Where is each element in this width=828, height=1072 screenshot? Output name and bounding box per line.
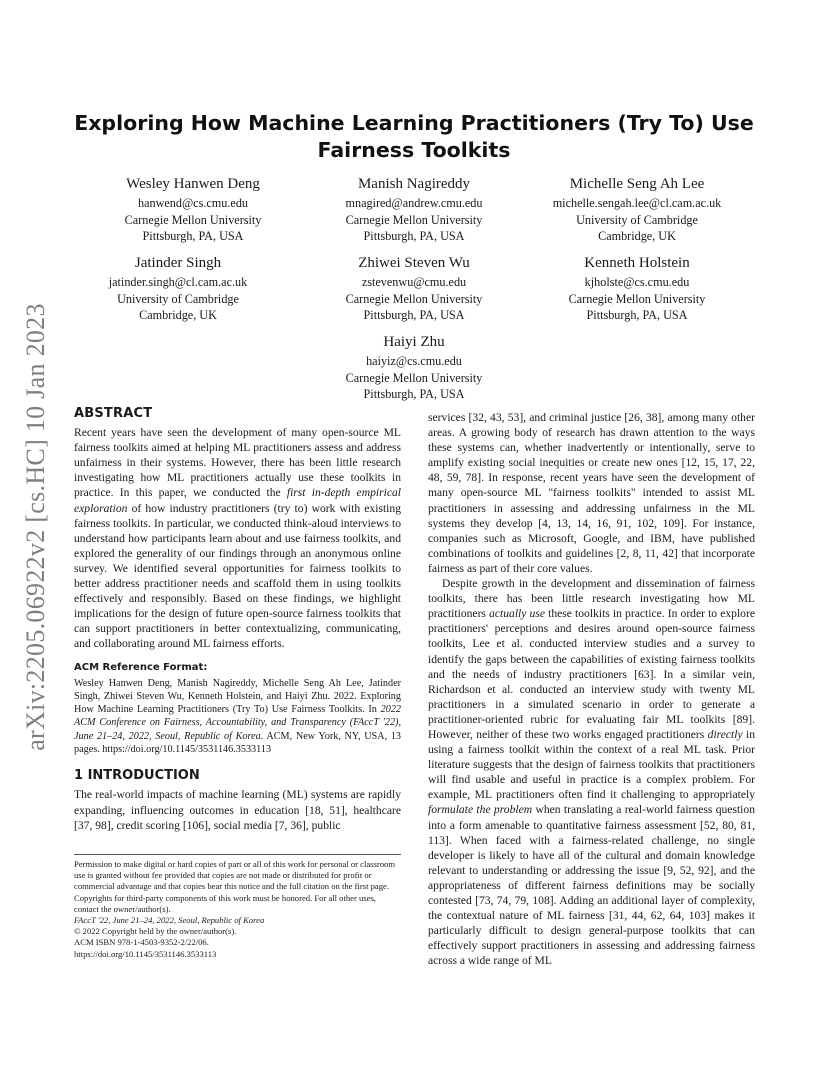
author-name: Manish Nagireddy — [357, 176, 471, 192]
author-email: kjholste@cs.cmu.edu — [584, 275, 690, 289]
author-name: Michelle Seng Ah Lee — [569, 176, 705, 192]
acm-reference-text — [74, 677, 401, 757]
author-affiliation: Carnegie Mellon University — [345, 370, 483, 385]
author-location: Pittsburgh, PA, USA — [142, 229, 244, 243]
author-affiliation: Carnegie Mellon University — [345, 212, 483, 227]
author-location: Pittsburgh, PA, USA — [363, 308, 465, 322]
author-email: mnagired@andrew.cmu.edu — [345, 196, 483, 210]
author-block-4 — [58, 254, 298, 324]
conference-venue: FAccT '22, June 21–24, 2022, Seoul, Republic of Korea — [74, 915, 265, 926]
acm-reference-venue: 2022 ACM Conference on Fairness, Accountability, and Transparency (FAccT '22), June 21–24, 2022, Seoul, Republic of Korea. — [74, 704, 401, 742]
author-location: Pittsburgh, PA, USA — [363, 387, 465, 401]
author-affiliation: Carnegie Mellon University — [124, 212, 262, 227]
author-block-5 — [294, 254, 534, 324]
abstract-text-part: Recent years have seen the development of many open-source ML fairness toolkits aimed at helping ML practitioners assess and address unfairness in their systems. However, there has been little research investigating how ML practitioners actually use these toolkits in practice. In this paper, we conducted the — [74, 426, 401, 500]
author-location: Cambridge, UK — [598, 229, 676, 243]
intro-text-part: in using a fairness toolkit within the context of a real ML task. Prior literature suggests that the design of fairness toolkits that practitioners will find usable and useful in practice is a complex problem. For example, ML practitioners often find it challenging to appropriately — [428, 727, 755, 802]
author-email: michelle.sengah.lee@cl.cam.ac.uk — [552, 196, 722, 210]
intro-text-part: these toolkits in practice. In order to explore practitioners' perceptions and desires around open-source fairness toolkits, Lee et al. conducted interview studies and a survey to identify the gaps between the capabilities of existing fairness toolkits and the needs of industry practitioners [63]. In a similar vein, Richardson et al. conducted an interview study with twenty ML practitioners in a simulated scenario in order to generate a practitioner-oriented rubric for evaluating fair ML toolkits [89]. However, neither of these two works engaged practitioners — [428, 607, 755, 741]
author-block-3 — [517, 175, 757, 245]
author-name: Jatinder Singh — [134, 255, 222, 271]
abstract-emphasis: first in-depth empirical exploration — [74, 486, 401, 515]
copyright-footnote — [74, 854, 401, 960]
introduction-text-left: The real-world impacts of machine learning (ML) systems are rapidly expanding, influencing outcomes in education [18, 51], healthcare [37, 98], credit scoring [106], social media [7, 36], public — [74, 788, 401, 832]
introduction-heading: 1 INTRODUCTION — [74, 768, 200, 784]
intro-emphasis: actually use — [489, 607, 545, 621]
intro-emphasis: directly — [707, 727, 743, 741]
author-block-7 — [294, 333, 534, 403]
permission-notice: Permission to make digital or hard copies of part or all of this work for personal or classroom use is granted without fee provided that copies are not made or distributed for profit or commercial advantage and that copies bear this notice and the full citation on the first page. Copyrights for third-party components of this work must be honored. For all other uses, contact the owner/author(s). — [74, 859, 395, 914]
author-name: Kenneth Holstein — [584, 255, 690, 271]
author-location: Cambridge, UK — [139, 308, 217, 322]
introduction-paragraph-2 — [428, 576, 755, 968]
intro-emphasis: formulate the problem — [428, 803, 533, 817]
arxiv-side-stamp — [16, 292, 56, 762]
isbn: ACM ISBN 978-1-4503-9352-2/22/06. — [74, 937, 209, 948]
title-line-1: Exploring How Machine Learning Practitioners (Try To) Use — [74, 111, 754, 135]
acm-reference-part: ACM, New York, NY, USA, 13 pages. https://doi.org/10.1145/3531146.3533113 — [74, 730, 402, 756]
intro-text-part: Despite growth in the development and dissemination of fairness toolkits, there has been little research investigating how ML practitioners — [428, 577, 755, 621]
author-affiliation: University of Cambridge — [117, 291, 239, 306]
abstract-text-part: of how industry practitioners (try to) work with existing fairness toolkits. In particular, we conducted think-aloud interviews to understand how participants learn about and use fairness toolkits, and explored the generality of our findings through an anonymous online survey. We identified several opportunities for fairness toolkits to better address practitioner needs and scaffold them in using toolkits effectively and responsibly. Based on these findings, we highlight implications for the design of future open-source fairness toolkits that can support practitioners in better contextualizing, communicating, and collaborating around ML fairness efforts. — [74, 501, 401, 651]
author-name: Haiyi Zhu — [383, 334, 445, 350]
abstract-text — [74, 425, 401, 651]
author-email: hanwend@cs.cmu.edu — [137, 196, 249, 210]
author-affiliation: University of Cambridge — [576, 212, 698, 227]
author-block-1 — [73, 175, 313, 245]
author-email: zstevenwu@cmu.edu — [361, 275, 467, 289]
author-affiliation: Carnegie Mellon University — [568, 291, 706, 306]
doi-link: https://doi.org/10.1145/3531146.3533113 — [74, 948, 217, 959]
author-name: Zhiwei Steven Wu — [358, 255, 470, 271]
author-location: Pittsburgh, PA, USA — [363, 229, 465, 243]
introduction-paragraph-1: services [32, 43, 53], and criminal justice [26, 38], among many other areas. A growing body of research has drawn attention to the ways these systems can, whether inadvertently or intentionally, serve to amplify existing social inequities or create new ones [12, 15, 17, 22, 48, 59, 78]. In response, recent years have seen the development of many open-source ML "fairness toolkits" intended to assist ML practitioners in assessing and addressing unfairness in the ML systems they develop [4, 13, 14, 16, 91, 102, 109]. For instance, companies such as Microsoft, Google, and IBM, have published combinations of toolkits and guidelines [2, 8, 11, 42] that incorporate fairness as part of their core values. — [428, 411, 755, 575]
acm-reference-heading: ACM Reference Format: — [74, 661, 208, 673]
title-line-2: Fairness Toolkits — [317, 138, 511, 162]
author-affiliation: Carnegie Mellon University — [345, 291, 483, 306]
author-location: Pittsburgh, PA, USA — [586, 308, 688, 322]
intro-text-part: when translating a real-world fairness question into a form amenable to quantitative fairness assessment [52, 80, 81, 113]. When faced with a fairness-related challenge, no single developer is likely to have all of the cultural and domain knowledge relevant to understanding or addressing the issue [9, 52, 92], and the appropriateness of different fairness definitions may be socially contested [73, 74, 79, 108]. Adding an additional layer of complexity, the contextual nature of ML fairness [31, 44, 62, 64, 103] makes it particularly difficult to design general-purpose toolkits that can effectively support practitioners in assessing and addressing fairness across a wide range of ML — [428, 803, 755, 968]
author-email: haiyiz@cs.cmu.edu — [366, 354, 462, 368]
arxiv-identifier: arXiv:2205.06922v2 [cs.HC] 10 Jan 2023 — [21, 303, 51, 751]
copyright-notice: © 2022 Copyright held by the owner/author(s). — [74, 926, 237, 937]
author-email: jatinder.singh@cl.cam.ac.uk — [108, 275, 248, 289]
right-column — [428, 410, 755, 968]
left-column — [74, 406, 401, 833]
acm-reference-part: Wesley Hanwen Deng, Manish Nagireddy, Michelle Seng Ah Lee, Jatinder Singh, Zhiwei Steven Wu, Kenneth Holstein, and Haiyi Zhu. 2022. Exploring How Machine Learning Practitioners (Try To) Use Fairness Toolkits. In — [74, 677, 401, 716]
author-name: Wesley Hanwen Deng — [126, 176, 260, 192]
paper-title — [74, 110, 754, 164]
abstract-heading: ABSTRACT — [74, 406, 153, 421]
author-block-2 — [294, 175, 534, 245]
author-block-6 — [517, 254, 757, 324]
